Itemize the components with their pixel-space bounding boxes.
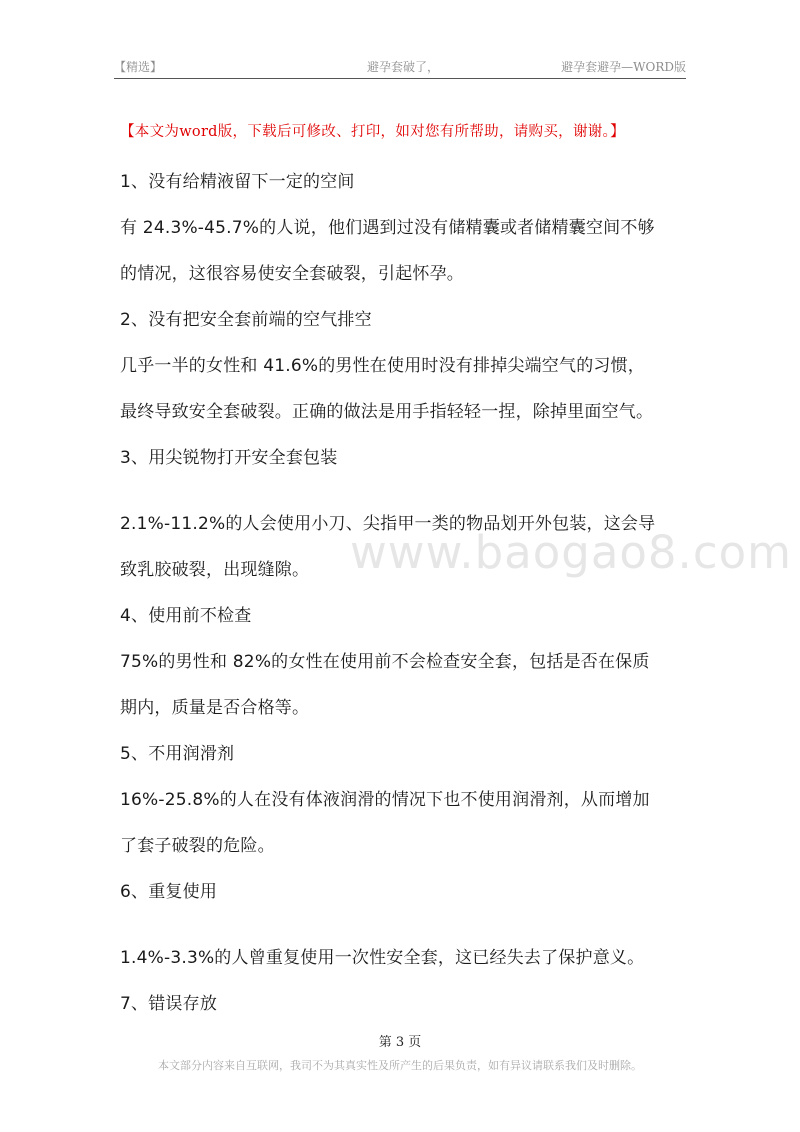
header-left-label: 【精选】 bbox=[114, 60, 163, 74]
section-heading-5: 5、不用润滑剂 bbox=[120, 744, 235, 764]
edit-notice: 【本文为word版，下载后可修改、打印，如对您有所帮助，请购买，谢谢。】 bbox=[120, 124, 625, 140]
header-center-label: 避孕套破了， bbox=[367, 60, 440, 74]
header-right-label: 避孕套避孕—WORD版 bbox=[561, 60, 686, 74]
section-heading-4: 4、使用前不检查 bbox=[120, 606, 252, 626]
paragraph-line: 16%-25.8%的人在没有体液润滑的情况下也不使用润滑剂，从而增加 bbox=[120, 790, 650, 810]
paragraph-line: 1.4%-3.3%的人曾重复使用一次性安全套，这已经失去了保护意义。 bbox=[120, 948, 645, 968]
paragraph-line: 最终导致安全套破裂。正确的做法是用手指轻轻一捏，除掉里面空气。 bbox=[120, 402, 654, 422]
paragraph-line: 几乎一半的女性和 41.6%的男性在使用时没有排掉尖端空气的习惯， bbox=[120, 356, 646, 376]
watermark-text: www.baogao8.com bbox=[350, 526, 792, 579]
section-heading-3: 3、用尖锐物打开安全套包装 bbox=[120, 448, 338, 468]
paragraph-line: 有 24.3%-45.7%的人说，他们遇到过没有储精囊或者储精囊空间不够 bbox=[120, 218, 655, 238]
paragraph-line: 了套子破裂的危险。 bbox=[120, 836, 275, 856]
page-number: 第 3 页 bbox=[378, 1035, 422, 1050]
page-header bbox=[114, 56, 686, 79]
paragraph-line: 的情况，这很容易使安全套破裂，引起怀孕。 bbox=[120, 264, 464, 284]
document-body bbox=[120, 167, 686, 1019]
paragraph-line: 2.1%-11.2%的人会使用小刀、尖指甲一类的物品划开外包装，这会导 bbox=[120, 514, 656, 534]
section-heading-7: 7、错误存放 bbox=[120, 994, 218, 1014]
paragraph-line: 致乳胶破裂，出现缝隙。 bbox=[120, 560, 310, 580]
footer-disclaimer: 本文部分内容来自互联网，我司不为其真实性及所产生的后果负责，如有异议请联系我们及时删除。 bbox=[158, 1059, 642, 1072]
paragraph-line: 期内，质量是否合格等。 bbox=[120, 698, 310, 718]
section-heading-2: 2、没有把安全套前端的空气排空 bbox=[120, 310, 372, 330]
section-heading-1: 1、没有给精液留下一定的空间 bbox=[120, 172, 355, 192]
paragraph-line: 75%的男性和 82%的女性在使用前不会检查安全套，包括是否在保质 bbox=[120, 652, 650, 672]
section-heading-6: 6、重复使用 bbox=[120, 882, 218, 902]
